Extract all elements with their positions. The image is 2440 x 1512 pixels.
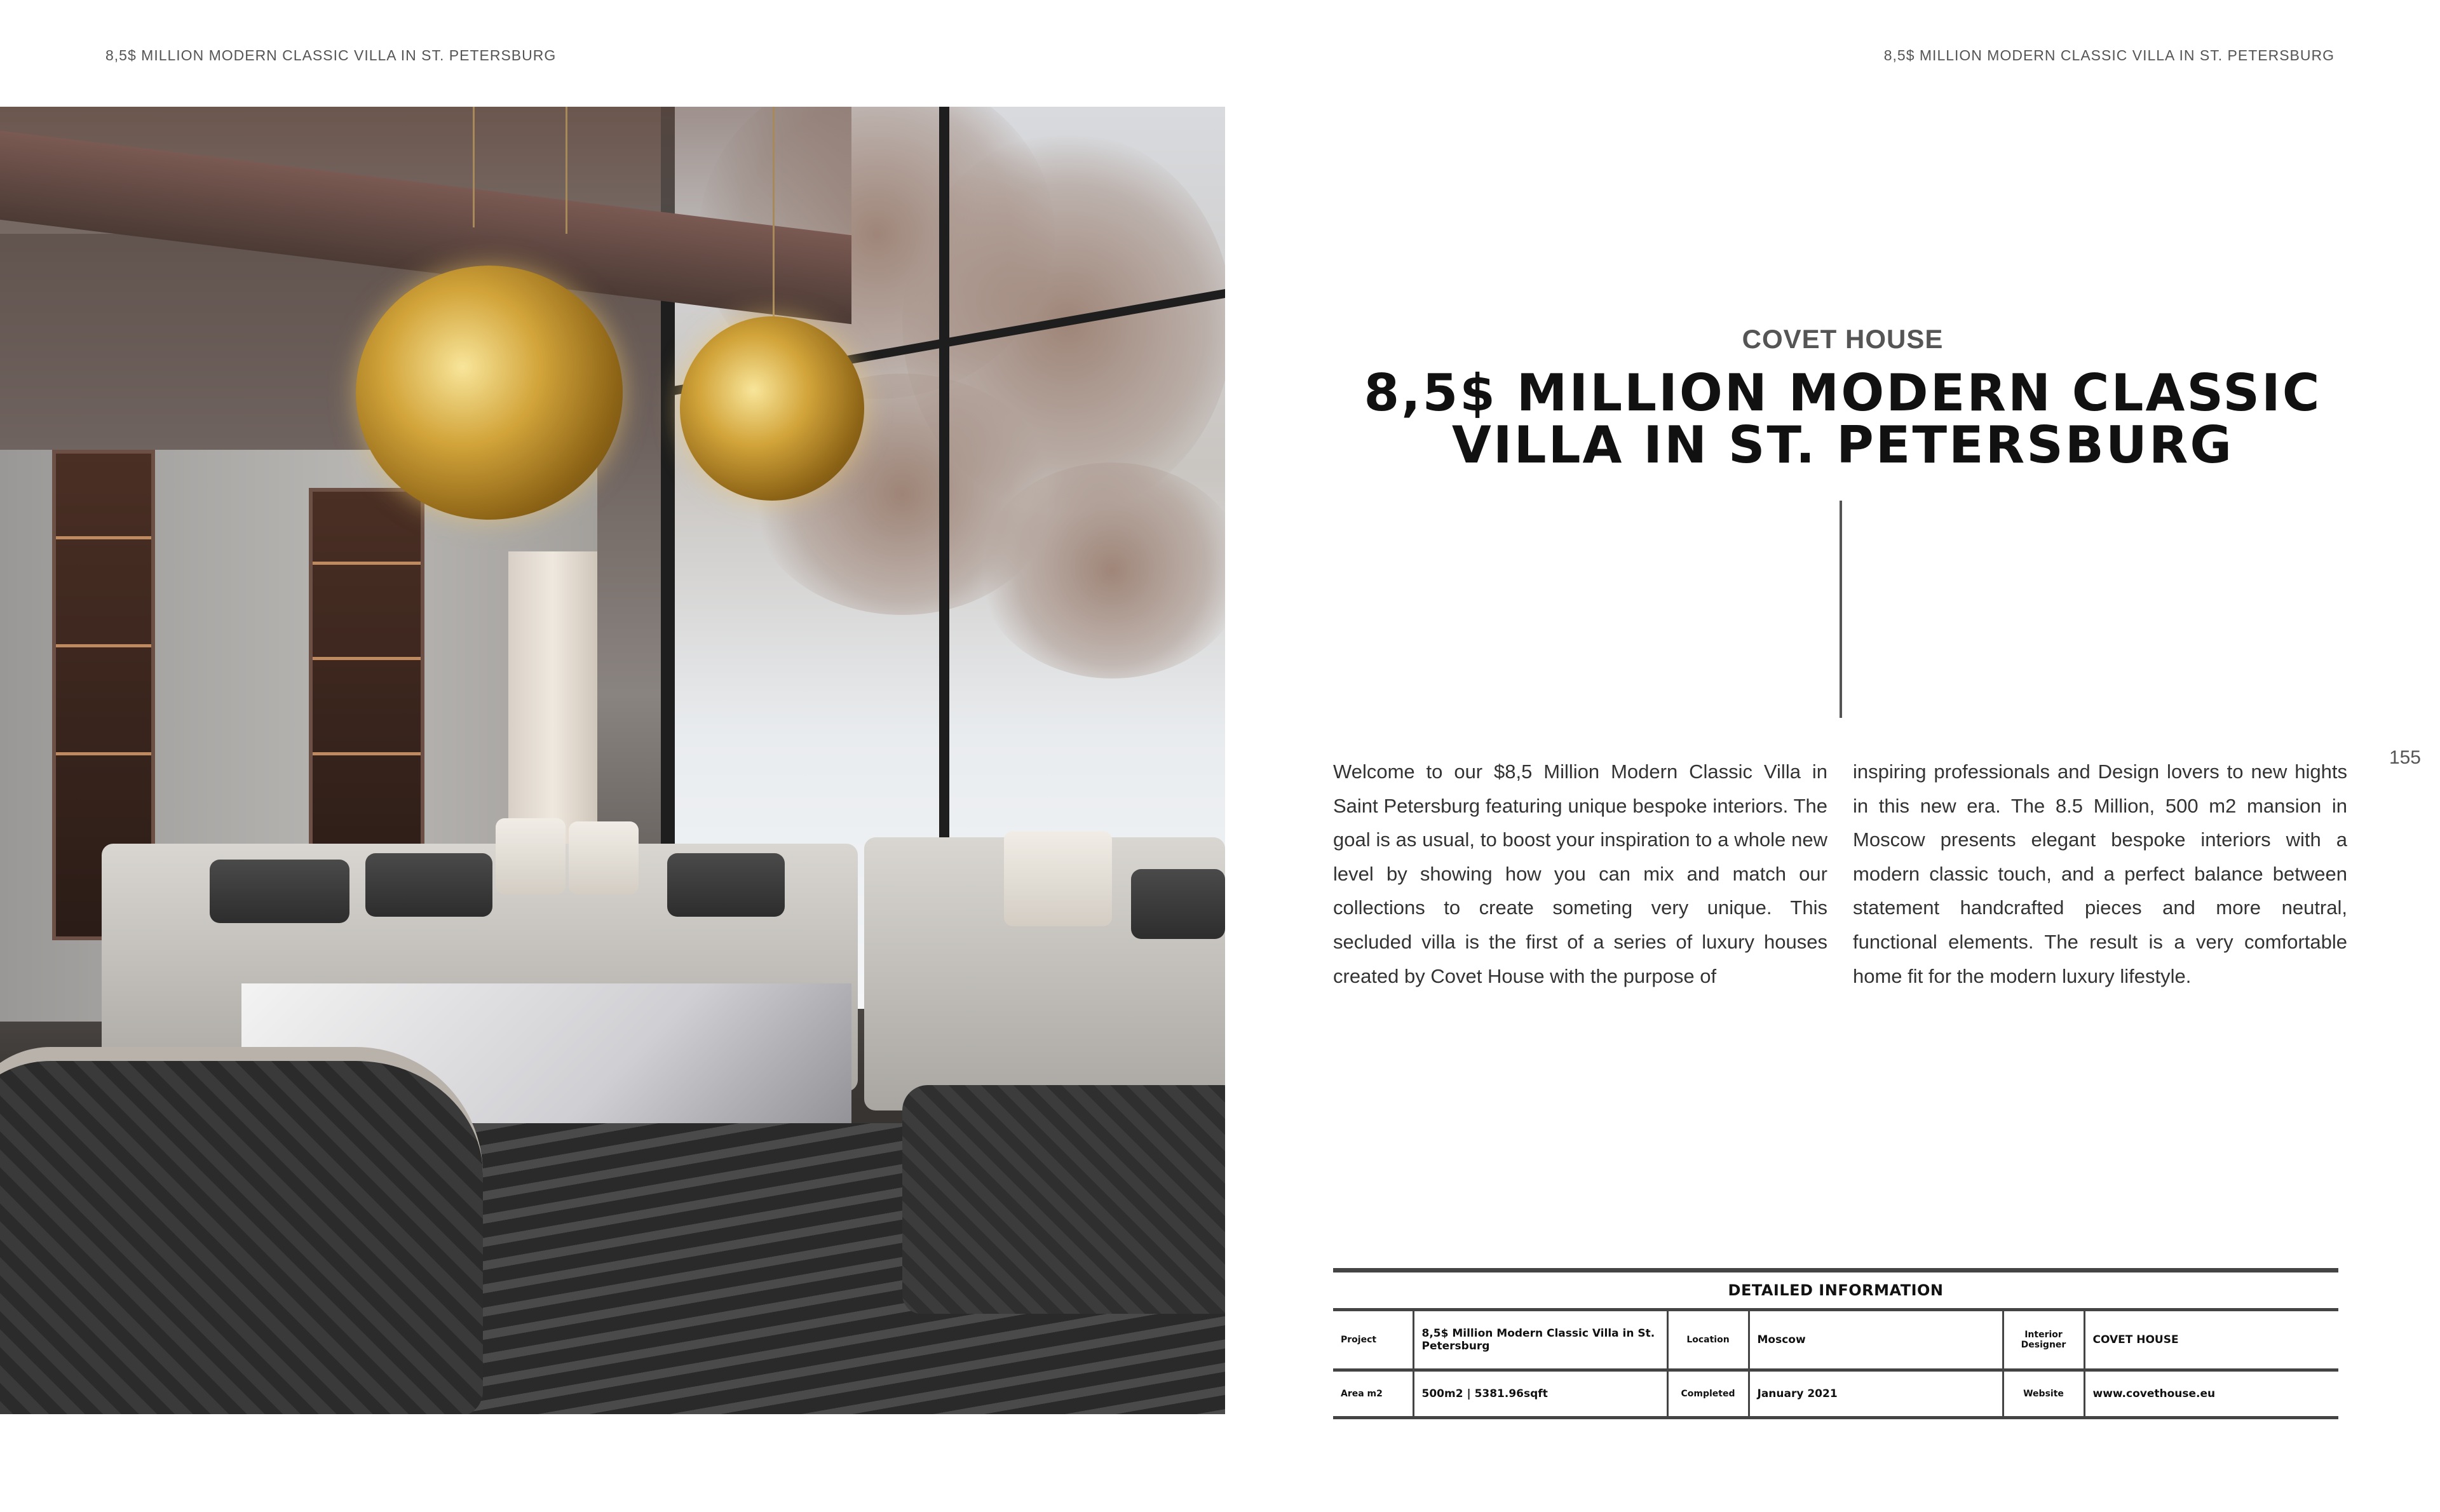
info-table-title: DETAILED INFORMATION: [1728, 1281, 1944, 1299]
running-header-left: 8,5$ MILLION MODERN CLASSIC VILLA IN ST. PETERSBURG: [105, 47, 557, 64]
website-link[interactable]: www.covethouse.eu: [2084, 1370, 2338, 1418]
detailed-information-table: [1333, 1268, 2338, 1419]
armchair: [0, 1047, 483, 1414]
vertical-divider: [1840, 501, 1842, 718]
body-text-column-1: Welcome to our $8,5 Million Modern Classic Villa in Saint Petersburg featuring unique bespoke interiors. The goal is as usual, to boost your inspiration to a whole new level by showing how you can mix and match our collections to create someting very unique. This secluded villa is the first of a series of luxury houses created by Covet House with the purpose of: [1333, 760, 1827, 987]
page-number: 155: [2389, 747, 2421, 768]
living-room-photo: [0, 107, 1225, 1414]
area-label: Area m2: [1333, 1370, 1413, 1418]
brand-label: COVET HOUSE: [1742, 324, 1944, 354]
chaise: [902, 1085, 1225, 1314]
chandelier-large: [356, 266, 623, 520]
project-value: 8,5$ Million Modern Classic Villa in St. Petersburg: [1413, 1310, 1667, 1370]
location-label: Location: [1667, 1310, 1749, 1370]
running-header-right: 8,5$ MILLION MODERN CLASSIC VILLA IN ST. PETERSBURG: [1883, 47, 2335, 64]
chandelier-small: [680, 316, 864, 501]
designer-value: COVET HOUSE: [2084, 1310, 2338, 1370]
website-label: Website: [2003, 1370, 2084, 1418]
project-label: Project: [1333, 1310, 1413, 1370]
area-value: 500m2 | 5381.96sqft: [1413, 1370, 1667, 1418]
body-text-column-2: inspiring professionals and Design lovers to new hights in this new era. The 8.5 Million, 500 m2 mansion in Moscow presents elegant bespoke interiors with a modern classic touch, and a perfect balance between statement handcrafted pieces and more neutral, functional elements. The result is a very comfortable home fit for the modern luxury lifestyle.: [1853, 760, 2347, 987]
completed-value: January 2021: [1749, 1370, 2003, 1418]
location-value: Moscow: [1749, 1310, 2003, 1370]
completed-label: Completed: [1667, 1370, 1749, 1418]
designer-label: Interior Designer: [2003, 1310, 2084, 1370]
article-title: 8,5$ MILLION MODERN CLASSIC VILLA IN ST. PETERSBURG: [1364, 363, 2322, 475]
